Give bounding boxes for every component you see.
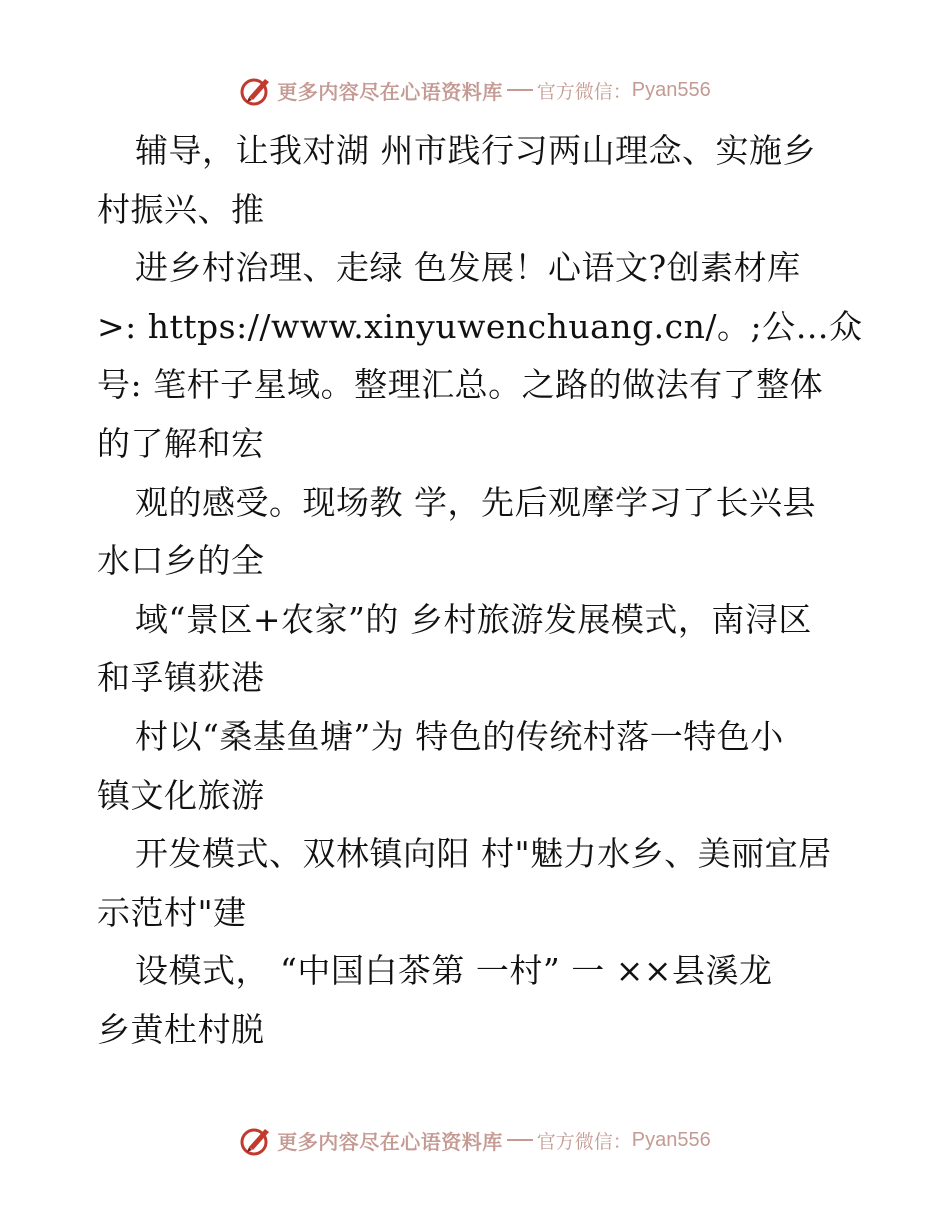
- text-line: 号: 笔杆子星域。整理汇总。之路的做法有了整体: [97, 365, 824, 405]
- document-body: [97, 122, 863, 1060]
- text-line: 镇文化旅游: [97, 775, 265, 815]
- text-line: 设模式， “中国白茶第 一村” 一 ××县溪龙: [135, 951, 773, 991]
- text-line: 域“景区+农家”的 乡村旅游发展模式，南浔区: [135, 599, 812, 639]
- banner-sub-text: 官方微信：: [536, 1130, 632, 1153]
- banner-dash: [507, 1139, 533, 1141]
- text-line: 和孚镇荻港: [97, 658, 265, 698]
- text-line: 乡黄杜村脱: [97, 1009, 265, 1049]
- banner-dash: [507, 89, 533, 91]
- text-line: 观的感受。现场教 学，先后观摩学习了长兴县: [135, 482, 816, 522]
- text-line: 进乡村治理、走绿 色发展！心语文?创素材库: [135, 248, 801, 288]
- banner-main-text: 更多内容尽在心语资料库: [277, 1129, 503, 1154]
- header-banner: [0, 70, 950, 110]
- banner-sub-text: 官方微信：: [536, 80, 632, 103]
- text-line: 村以“桑基鱼塘”为 特色的传统村落一特色小: [135, 716, 784, 756]
- footer-banner: [0, 1120, 950, 1160]
- pen-logo-icon: [239, 1123, 273, 1157]
- text-line: 示范村"建: [97, 892, 247, 932]
- banner-wechat-id: Pyan556: [631, 1128, 711, 1151]
- text-line: 辅导，让我对湖 州市践行习两山理念、实施乡: [135, 131, 816, 170]
- banner-main-text: 更多内容尽在心语资料库: [277, 79, 503, 104]
- pen-logo-icon: [239, 73, 273, 107]
- text-line: 的了解和宏: [97, 423, 265, 463]
- banner-wechat-id: Pyan556: [631, 78, 711, 101]
- text-line: 开发模式、双林镇向阳 村"魅力水乡、美丽宜居: [135, 834, 832, 874]
- text-line: 村振兴、推: [97, 189, 265, 229]
- text-line: 水口乡的全: [97, 541, 265, 581]
- text-line: >: https://www.xinyuwenchuang.cn/。;公…众: [97, 306, 863, 346]
